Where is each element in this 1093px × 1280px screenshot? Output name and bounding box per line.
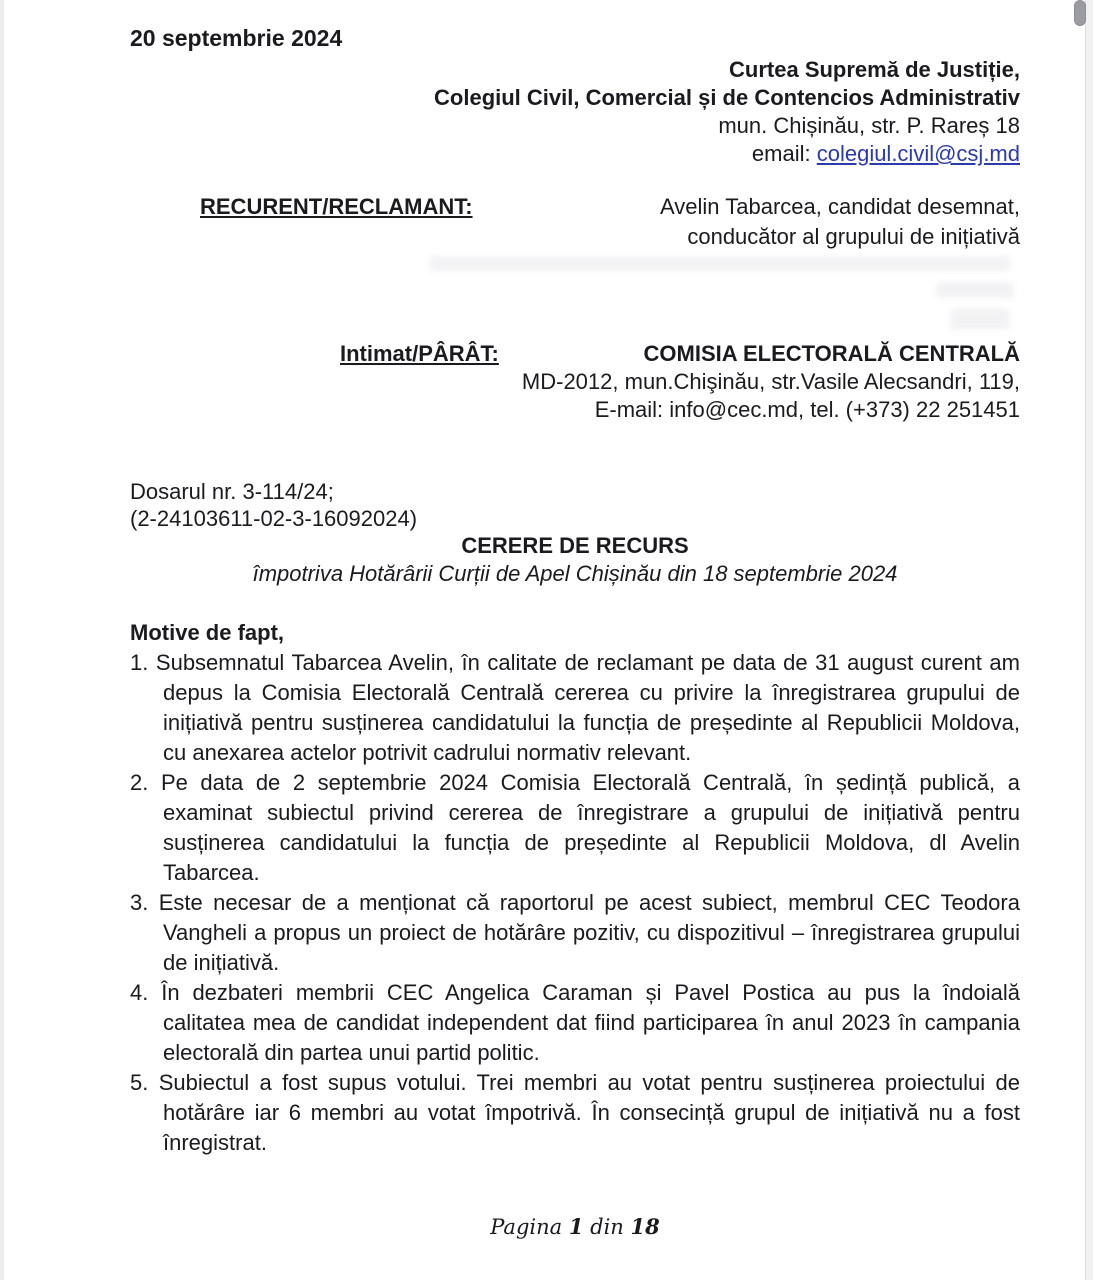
page-footer xyxy=(130,1214,1020,1240)
email-label: email: xyxy=(751,141,817,166)
item-text: Subiectul a fost supus votului. Trei membri au votat pentru susținerea proiectului de hotărâre iar 6 membri au votat împotrivă. În consecință grupul de inițiativă nu a fost înregistrat. xyxy=(158,1070,1020,1155)
item-number: 1. xyxy=(130,650,149,675)
recurent-details xyxy=(660,192,1020,252)
redacted-text-ghost xyxy=(950,308,1010,330)
scrollbar-track[interactable] xyxy=(1085,0,1093,1280)
item-number: 4. xyxy=(130,980,149,1005)
parat-address: MD-2012, mun.Chişinău, str.Vasile Alecsandri, 119, xyxy=(521,369,1020,394)
page-left-edge xyxy=(0,0,4,1280)
recurent-role: conducător al grupului de inițiativă xyxy=(687,224,1020,249)
document-content xyxy=(130,0,1020,1240)
parat-section xyxy=(130,340,1020,368)
item-number: 3. xyxy=(130,890,149,915)
case-file-number: (2-24103611-02-3-16092024) xyxy=(130,506,418,531)
recurent-label: RECURENT/RECLAMANT: xyxy=(200,194,473,219)
numbered-list xyxy=(130,648,1020,1158)
document-date: 20 septembrie 2024 xyxy=(130,25,343,51)
court-email-link[interactable]: colegiul.civil@csj.md xyxy=(816,141,1020,166)
case-dosar-number: Dosarul nr. 3-114/24; xyxy=(130,479,334,504)
item-text: În dezbateri membrii CEC Angelica Caraman și Pavel Postica au pus la îndoială calitatea mea de candidat independent dat fiind participarea în anul 2023 în campania electorală din partea unui partid politic. xyxy=(161,980,1020,1065)
parat-label: Intimat/PÂRÂT: xyxy=(340,341,499,366)
item-number: 2. xyxy=(130,770,149,795)
scrollbar-thumb[interactable] xyxy=(1074,0,1086,26)
document-title: CERERE DE RECURS xyxy=(461,533,689,558)
case-reference xyxy=(130,478,1020,532)
item-text: Pe data de 2 septembrie 2024 Comisia Electorală Centrală, în ședință publică, a examinat subiectul privind cererea de înregistrare a grupului de inițiativă pentru susținerea candidatului la funcția de președinte al Republicii Moldova, dl Avelin Tabarcea. xyxy=(160,770,1020,885)
court-email-line xyxy=(130,140,1020,168)
item-number: 5. xyxy=(130,1070,149,1095)
footer-page-number: 1 xyxy=(568,1214,584,1239)
list-item xyxy=(130,978,1020,1068)
court-college: Colegiul Civil, Comercial și de Contencios Administrativ xyxy=(434,85,1020,110)
parat-contact: E-mail: info@cec.md, tel. (+373) 22 251451 xyxy=(594,397,1020,422)
redacted-text-ghost xyxy=(936,282,1014,298)
motive-heading: Motive de fapt, xyxy=(130,620,285,645)
document-subtitle: împotriva Hotărârii Curții de Apel Chișinău din 18 septembrie 2024 xyxy=(252,561,898,586)
court-header xyxy=(130,56,1020,168)
list-item xyxy=(130,648,1020,768)
item-text: Este necesar de a menționat că raportorul pe acest subiect, membrul CEC Teodora Vangheli a propus un proiect de hotărâre pozitiv, cu dispozitivul – înregistrarea grupului de inițiativă. xyxy=(158,890,1020,975)
footer-middle: din xyxy=(583,1215,631,1239)
list-item xyxy=(130,888,1020,978)
list-item xyxy=(130,768,1020,888)
footer-prefix: Pagina xyxy=(490,1215,569,1239)
redacted-text-area xyxy=(130,252,1020,340)
recurent-name: Avelin Tabarcea, candidat desemnat, xyxy=(660,194,1020,219)
parat-name: COMISIA ELECTORALĂ CENTRALĂ xyxy=(643,341,1020,366)
list-item xyxy=(130,1068,1020,1158)
court-address: mun. Chișinău, str. P. Rareș 18 xyxy=(718,113,1020,138)
recurent-section xyxy=(130,192,1020,252)
court-name: Curtea Supremă de Justiție, xyxy=(729,57,1020,82)
footer-total-pages: 18 xyxy=(630,1214,660,1239)
item-text: Subsemnatul Tabarcea Avelin, în calitate de reclamant pe data de 31 august curent am depus la Comisia Electorală Centrală cererea cu privire la înregistrarea grupului de inițiativă pentru susținerea candidatului la funcția de președinte al Republicii Moldova, cu anexarea actelor potrivit cadrului normativ relevant. xyxy=(155,650,1020,765)
redacted-text-ghost xyxy=(430,256,1010,271)
